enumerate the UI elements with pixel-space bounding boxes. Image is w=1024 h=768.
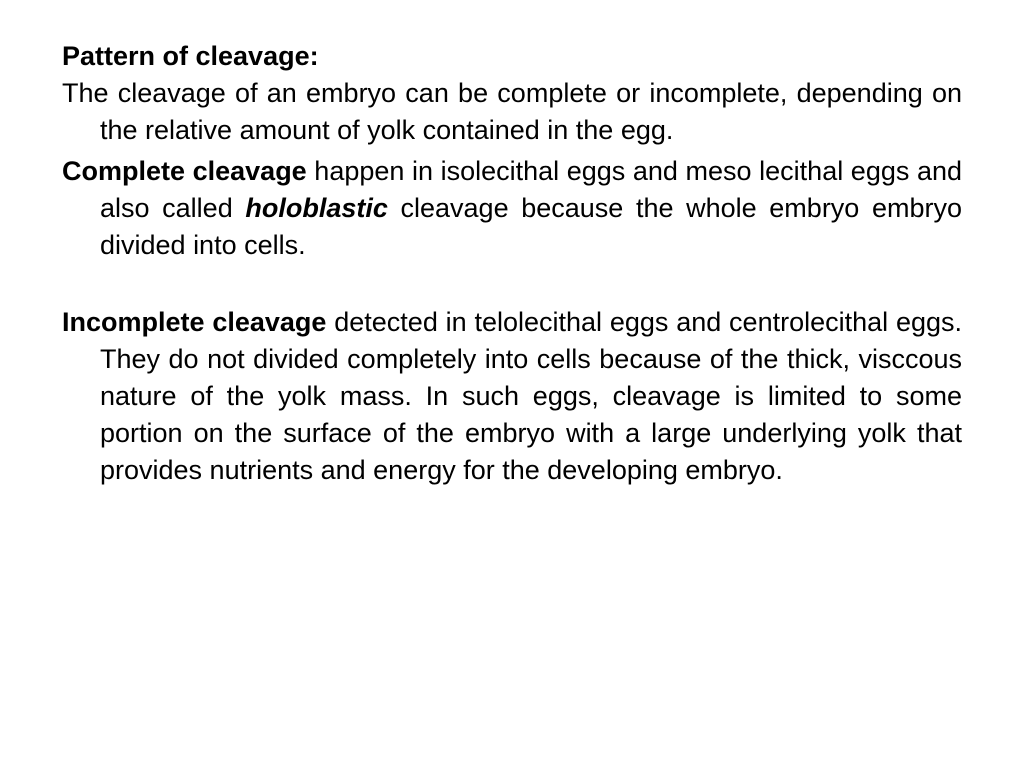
paragraph-complete-cleavage xyxy=(62,153,962,264)
incomplete-cleavage-text: detected in telolecithal eggs and centrolecithal eggs. They do not divided completely into cells because of the thick, visccous nature of the yolk mass. In such eggs, cleavage is limited to some portion on the surface of the embryo with a large underlying yolk that provides nutrients and energy for the developing embryo. xyxy=(100,307,963,485)
complete-cleavage-text-after: cleavage because the whole embryo embryo divided into cells. xyxy=(100,193,962,260)
holoblastic-term: holoblastic xyxy=(245,193,388,223)
complete-cleavage-text-before: happen in isolecithal eggs and meso lecithal eggs and also called xyxy=(100,156,962,223)
intro-text: The cleavage of an embryo can be complete or incomplete, depending on the relative amount of yolk contained in the egg. xyxy=(62,78,962,145)
paragraph-incomplete-cleavage xyxy=(62,304,962,489)
slide-content xyxy=(62,38,962,489)
complete-cleavage-term: Complete cleavage xyxy=(62,156,307,186)
incomplete-cleavage-term: Incomplete cleavage xyxy=(62,307,327,337)
paragraph-intro xyxy=(62,75,962,149)
slide-heading: Pattern of cleavage: xyxy=(62,41,319,71)
